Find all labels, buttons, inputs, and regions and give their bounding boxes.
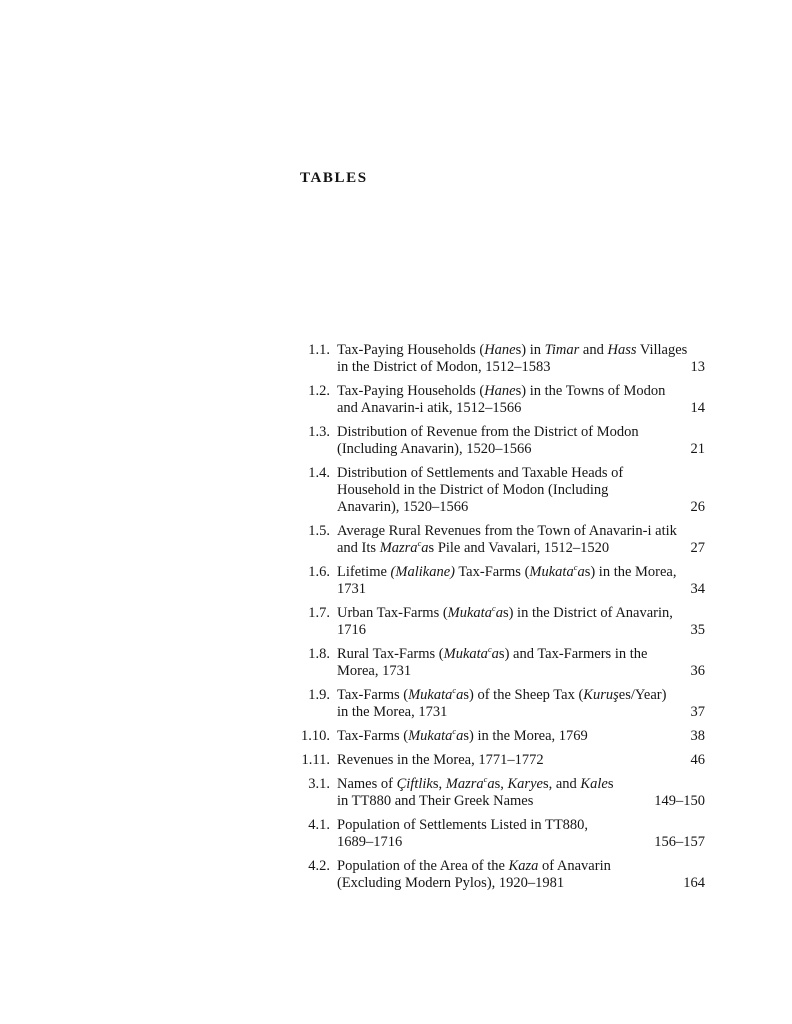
toc-entry xyxy=(294,564,705,598)
entry-text xyxy=(337,523,677,557)
entry-line: Tax-Paying Households (Hanes) in Timar and Hass Villages xyxy=(337,342,688,358)
entry-page: 34 xyxy=(690,581,705,597)
entry-text xyxy=(337,465,623,516)
entry-number: 3.1. xyxy=(308,776,330,792)
entry-line: Tax-Farms (Mukata$^c$as) in the Morea, 1769 xyxy=(337,727,588,744)
toc-list xyxy=(294,342,705,899)
entry-page: 164 xyxy=(683,875,705,891)
entry-text xyxy=(337,342,687,376)
entry-text xyxy=(337,383,665,417)
entry-text xyxy=(337,687,666,721)
entry-text xyxy=(337,752,544,769)
toc-entry xyxy=(294,817,705,851)
entry-number: 4.2. xyxy=(308,858,330,874)
entry-line: Urban Tax-Farms (Mukata$^c$as) in the District of Anavarin, xyxy=(337,604,673,621)
entry-page: 21 xyxy=(690,441,705,457)
entry-number: 1.7. xyxy=(308,605,330,621)
toc-entry xyxy=(294,424,705,458)
toc-entry xyxy=(294,383,705,417)
entry-page: 37 xyxy=(690,704,705,720)
entry-line: (Including Anavarin), 1520–1566 xyxy=(337,441,532,457)
entry-page: 27 xyxy=(690,540,705,556)
entry-line: (Excluding Modern Pylos), 1920–1981 xyxy=(337,875,565,891)
entry-page: 156–157 xyxy=(654,834,705,850)
entry-line: Tax-Paying Households (Hanes) in the Towns of Modon xyxy=(337,383,666,399)
toc-entry xyxy=(294,605,705,639)
entry-page: 26 xyxy=(690,499,705,515)
entry-text xyxy=(337,646,647,680)
entry-page: 46 xyxy=(690,752,705,768)
toc-entry xyxy=(294,342,705,376)
entry-number: 1.5. xyxy=(308,523,330,539)
toc-entry xyxy=(294,728,705,745)
toc-entry xyxy=(294,523,705,557)
entry-line: 1731 xyxy=(337,581,366,597)
entry-line: Population of the Area of the Kaza of Anavarin xyxy=(337,858,611,874)
entry-line: Morea, 1731 xyxy=(337,663,412,679)
entry-line: Names of Çiftliks, Mazra$^c$as, Karyes, and Kales xyxy=(337,775,614,792)
entry-line: Rural Tax-Farms (Mukata$^c$as) and Tax-Farmers in the xyxy=(337,645,648,662)
toc-entry xyxy=(294,465,705,516)
entry-page: 35 xyxy=(690,622,705,638)
entry-line: in TT880 and Their Greek Names xyxy=(337,793,534,809)
entry-line: Distribution of Settlements and Taxable Heads of xyxy=(337,465,624,481)
entry-line: and Anavarin-i atik, 1512–1566 xyxy=(337,400,522,416)
entry-line: Average Rural Revenues from the Town of Anavarin-i atik xyxy=(337,523,677,539)
entry-number: 1.9. xyxy=(308,687,330,703)
entry-number: 1.10. xyxy=(301,728,330,744)
entry-page: 36 xyxy=(690,663,705,679)
entry-text xyxy=(337,424,639,458)
toc-entry xyxy=(294,646,705,680)
entry-page: 149–150 xyxy=(654,793,705,809)
entry-line: Anavarin), 1520–1566 xyxy=(337,499,469,515)
entry-number: 4.1. xyxy=(308,817,330,833)
entry-line: in the District of Modon, 1512–1583 xyxy=(337,359,551,375)
entry-number: 1.1. xyxy=(308,342,330,358)
entry-number: 1.3. xyxy=(308,424,330,440)
entry-text xyxy=(337,858,611,892)
entry-line: Lifetime (Malikane) Tax-Farms (Mukata$^c$as) in the Morea, xyxy=(337,563,677,580)
entry-number: 1.4. xyxy=(308,465,330,481)
entry-line: Population of Settlements Listed in TT880, xyxy=(337,817,589,833)
page-title: TABLES xyxy=(300,170,368,186)
entry-line: Distribution of Revenue from the District of Modon xyxy=(337,424,639,440)
toc-entry xyxy=(294,776,705,810)
entry-page: 38 xyxy=(690,728,705,744)
toc-entry xyxy=(294,752,705,769)
entry-line: and Its Mazra$^c$as Pile and Vavalari, 1512–1520 xyxy=(337,539,610,556)
entry-number: 1.2. xyxy=(308,383,330,399)
entry-line: Revenues in the Morea, 1771–1772 xyxy=(337,752,544,768)
entry-text xyxy=(337,564,677,598)
entry-page: 14 xyxy=(690,400,705,416)
entry-text xyxy=(337,776,613,810)
toc-entry xyxy=(294,687,705,721)
entry-number: 1.11. xyxy=(301,752,330,768)
entry-number: 1.6. xyxy=(308,564,330,580)
entry-line: Tax-Farms (Mukata$^c$as) of the Sheep Tax (Kuruşes/Year) xyxy=(337,686,667,703)
entry-text xyxy=(337,728,588,745)
entry-line: Household in the District of Modon (Including xyxy=(337,482,609,498)
entry-page: 13 xyxy=(690,359,705,375)
entry-number: 1.8. xyxy=(308,646,330,662)
entry-text xyxy=(337,605,673,639)
entry-line: 1689–1716 xyxy=(337,834,403,850)
toc-entry xyxy=(294,858,705,892)
entry-line: in the Morea, 1731 xyxy=(337,704,448,720)
entry-text xyxy=(337,817,588,851)
entry-line: 1716 xyxy=(337,622,366,638)
